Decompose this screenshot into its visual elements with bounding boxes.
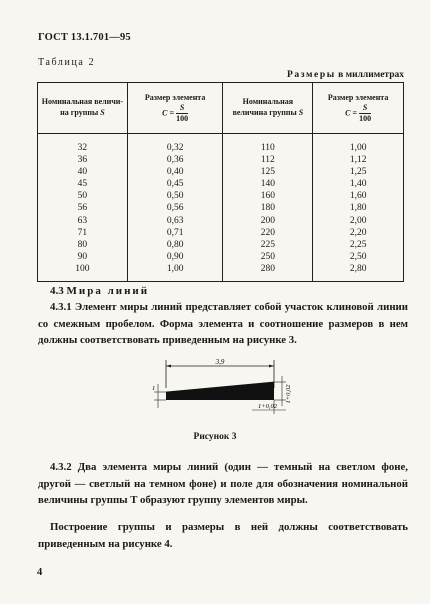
table-row: 80 0,80 225 2,25 [38, 239, 404, 251]
dim-right-label: 1+0,02 [285, 384, 292, 404]
figure-caption: Рисунок 3 [193, 432, 237, 442]
document-header: ГОСТ 13.1.701—95 [38, 32, 131, 43]
table-row: 36 0,36 112 1,12 [38, 154, 404, 166]
dim-arrow-left [166, 365, 171, 368]
table-row: 50 0,50 160 1,60 [38, 190, 404, 202]
header-nominal-group-b: Номинальная величина группы S [223, 83, 313, 134]
line-wedge-figure [140, 358, 300, 423]
table-row: 32 0,32 110 1,00 [38, 142, 404, 154]
header-element-size: Размер элемента C = $\frac{S}{100}$ [127, 83, 223, 134]
paragraph-construction: Построение группы и размеры в ней должны соответствовать приведенным на рисунке 4. [38, 521, 408, 550]
table-row: 90 0,90 250 2,50 [38, 251, 404, 263]
table-row: 56 0,56 180 1,80 [38, 202, 404, 214]
table-caption: Таблица 2 [38, 57, 96, 68]
table-row: 45 0,45 140 1,40 [38, 178, 404, 190]
table-spacer-row [38, 134, 404, 143]
paragraph-4-3-2: 4.3.2 Два элемента миры линий (один — темный на светлом фоне, другой — светлый на темном фоне) и поле для обозначения номинальной величины группы T образуют группу элементов миры. [38, 461, 408, 506]
dim-left-label: 1 [152, 385, 156, 392]
table-row: 100 1,00 280 2,80 [38, 263, 404, 282]
section-title: 4.3 Мира линий [50, 285, 150, 297]
table-row: 63 0,63 200 2,00 [38, 215, 404, 227]
table-units-caption: Размеры в миллиметрах [286, 70, 404, 80]
size-table [37, 82, 404, 282]
table-row: 40 0,40 125 1,25 [38, 166, 404, 178]
dim-bottom-label: 1+0,02 [258, 403, 278, 410]
header-nominal-group: Номинальная величи- на группы S [38, 83, 128, 134]
dim-length-label: 3,9 [215, 358, 225, 366]
table-row: 71 0,71 220 2,20 [38, 227, 404, 239]
page-number: 4 [37, 567, 43, 578]
table-header-row [38, 83, 404, 134]
wedge-shape [166, 382, 274, 400]
dim-arrow-right [269, 365, 274, 368]
header-element-size-b: Размер элемента C = $\frac{S}{100}$ [313, 83, 404, 134]
paragraph-4-3-1: 4.3.1 Элемент миры линий представляет собой участок клиновой линии со смежным пробелом. Форма элемента и соотношение размеров в нем должны соответствовать приведенным на рисунке 3. [38, 301, 408, 346]
